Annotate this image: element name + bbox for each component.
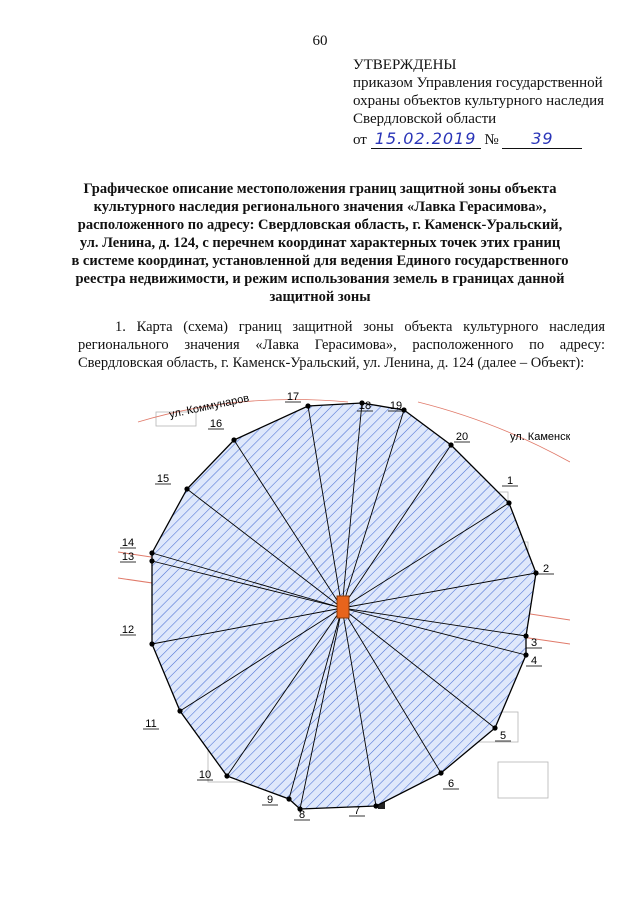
date-prefix: от	[353, 132, 367, 148]
boundary-point	[177, 708, 182, 713]
boundary-point	[373, 803, 378, 808]
approval-line: приказом Управления государственной	[353, 75, 603, 91]
page-number: 60	[312, 33, 328, 49]
boundary-point-label: 7	[353, 805, 361, 817]
paragraph-line: регионального значения «Лавка Герасимова», расположенного по адресу:	[78, 337, 605, 353]
boundary-point	[523, 652, 528, 657]
boundary-point-label: 4	[530, 655, 538, 667]
boundary-point	[438, 770, 443, 775]
boundary-point-label: 20	[455, 431, 469, 443]
title-line: в системе координат, установленной для ведения Единого государственного	[71, 253, 569, 269]
boundary-point	[231, 437, 236, 442]
boundary-point	[286, 796, 291, 801]
boundary-point-label: 19	[389, 400, 403, 412]
map-building	[498, 762, 548, 798]
boundary-point	[149, 641, 154, 646]
boundary-point-label: 9	[266, 794, 274, 806]
boundary-point	[492, 725, 497, 730]
boundary-point	[184, 486, 189, 491]
boundary-point-label: 6	[447, 778, 455, 790]
boundary-point-label: 16	[209, 418, 223, 430]
boundary-point	[533, 570, 538, 575]
boundary-point	[224, 773, 229, 778]
boundary-point-label: 8	[298, 809, 306, 821]
title-line: ул. Ленина, д. 124, с перечнем координат характерных точек этих границ	[79, 235, 561, 251]
title-line: расположенного по адресу: Свердловская область, г. Каменск-Уральский,	[77, 217, 563, 233]
title-line: Графическое описание местоположения границ защитной зоны объекта	[83, 181, 557, 197]
boundary-point-label: 3	[530, 637, 538, 649]
boundary-point	[305, 403, 310, 408]
boundary-point-label: 15	[156, 473, 170, 485]
zone-map-svg	[118, 382, 570, 827]
paragraph-line: Свердловская область, г. Каменск-Уральский, ул. Ленина, д. 124 (далее – Объект):	[78, 355, 585, 371]
street-label: ул. Каменск	[510, 431, 570, 443]
approval-line: Свердловской области	[353, 111, 497, 127]
boundary-point-label: 12	[121, 624, 135, 636]
approval-number: 39	[502, 130, 582, 149]
street-label: ул. Коммунаров	[168, 392, 251, 421]
number-prefix: №	[484, 132, 499, 148]
boundary-point-label: 13	[121, 551, 135, 563]
boundary-point	[448, 442, 453, 447]
title-line: культурного наследия регионального значения «Лавка Герасимова»,	[93, 199, 547, 215]
approval-date: 15.02.2019	[371, 130, 481, 149]
paragraph-line: 1. Карта (схема) границ защитной зоны объекта культурного наследия	[115, 319, 605, 335]
boundary-point-label: 1	[506, 475, 514, 487]
boundary-point-label: 18	[358, 400, 372, 412]
heritage-object-marker	[337, 596, 349, 618]
boundary-point-label: 5	[499, 730, 507, 742]
boundary-point-label: 11	[145, 718, 157, 730]
boundary-point	[523, 633, 528, 638]
title-line: защитной зоны	[269, 289, 371, 305]
approval-line: охраны объектов культурного наследия	[353, 93, 605, 109]
boundary-point	[149, 558, 154, 563]
approval-date-row	[353, 130, 604, 149]
boundary-point-label: 14	[121, 537, 135, 549]
boundary-point	[506, 500, 511, 505]
title-line: реестра недвижимости, и режим использования земель в границах данной	[75, 271, 565, 287]
approval-heading: УТВЕРЖДЕНЫ	[353, 57, 457, 73]
boundary-point	[401, 407, 406, 412]
boundary-point-label: 17	[286, 391, 300, 403]
boundary-point-label: 10	[198, 769, 212, 781]
map-paragraph	[78, 318, 605, 372]
document-title	[60, 180, 580, 306]
zone-map	[118, 382, 570, 827]
approval-block	[353, 56, 604, 149]
boundary-point	[149, 550, 154, 555]
boundary-point-label: 2	[542, 563, 550, 575]
